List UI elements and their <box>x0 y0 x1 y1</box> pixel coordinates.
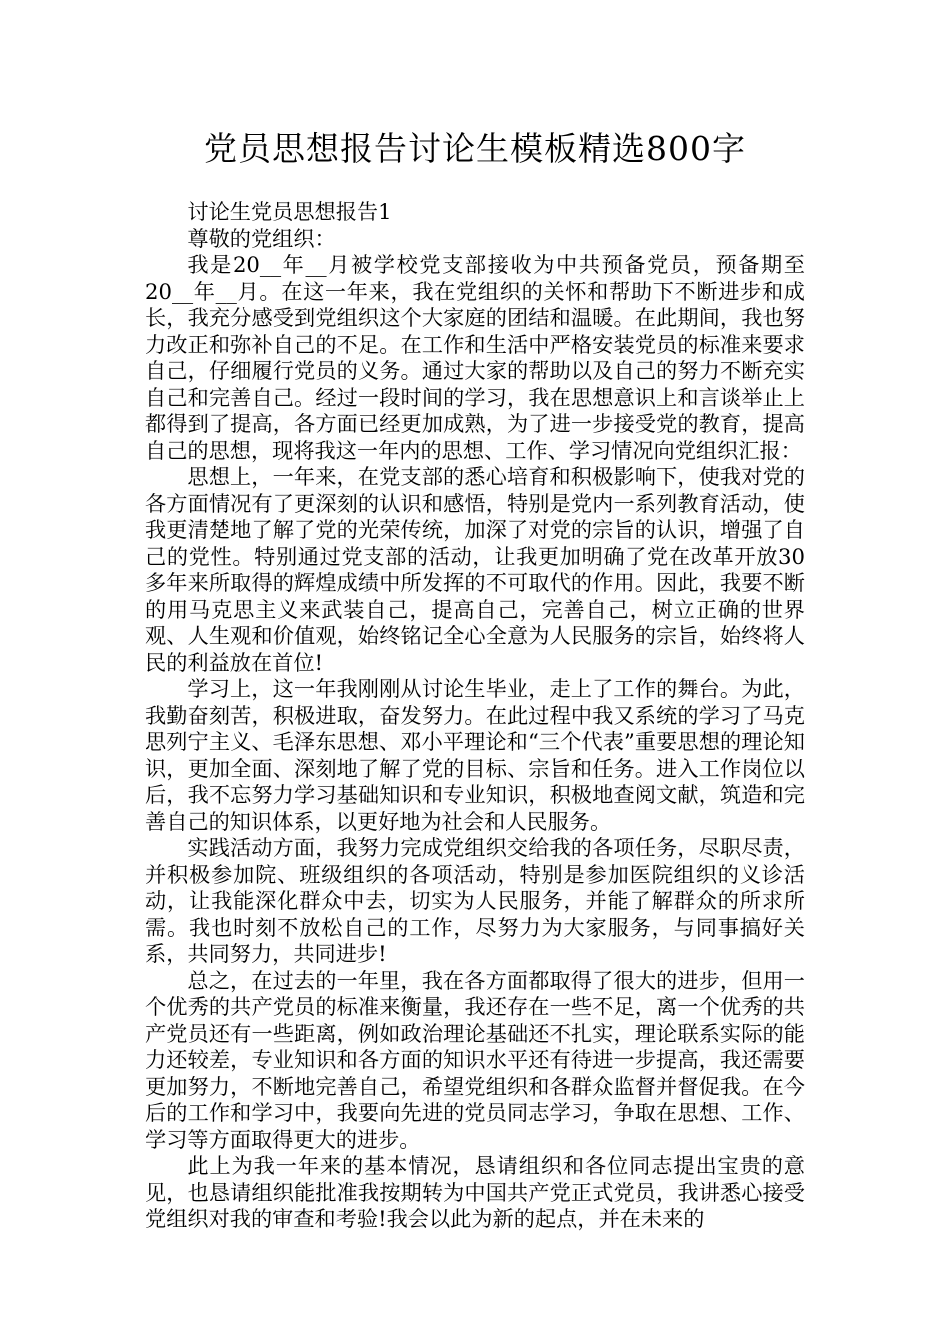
paragraph-closing: 此上为我一年来的基本情况，恳请组织和各位同志提出宝贵的意见，也恳请组织能批准我按期转为中国共产党正式党员，我讲悉心接受党组织对我的审查和考验!我会以此为新的起点，并在未来的 <box>145 1153 805 1231</box>
section-heading: 讨论生党员思想报告1 <box>187 199 392 224</box>
document-body <box>145 199 805 1233</box>
salutation: 尊敬的党组织： <box>187 225 336 251</box>
paragraph-practice: 实践活动方面，我努力完成党组织交给我的各项任务，尽职尽责，并积极参加院、班级组织的各项活动，特别是参加医院组织的义诊活动，让我能深化群众中去，切实为人民服务，并能了解群众的所求所需。我也时刻不放松自己的工作，尽努力为大家服务，与同事搞好关系，共同努力，共同进步! <box>145 835 805 966</box>
paragraph-intro: 我是20__年__月被学校党支部接收为中共预备党员，预备期至20__年__月。在这一年来，我在党组织的关怀和帮助下不断进步和成长，我充分感受到党组织这个大家庭的团结和温暖。在此期间，我也努力改正和弥补自己的不足。在工作和生活中严格安装党员的标准来要求自己，仔细履行党员的义务。通过大家的帮助以及自己的努力不断充实自己和完善自己。经过一段时间的学习，我在思想意识上和言谈举止上都得到了提高，各方面已经更加成熟，为了进一步接受党的教育，提高自己的思想，现将我这一年内的思想、工作、学习情况向党组织汇报： <box>145 252 805 463</box>
paragraph-study: 学习上，这一年我刚刚从讨论生毕业，走上了工作的舞台。为此，我勤奋刻苦，积极进取，奋发努力。在此过程中我又系统的学习了马克思列宁主义、毛泽东思想、邓小平理论和“三个代表”重要思想的理论知识，更加全面、深刻地了解了党的目标、宗旨和任务。进入工作岗位以后，我不忘努力学习基础知识和专业知识，积极地查阅文献，筑造和完善自己的知识体系，以更好地为社会和人民服务。 <box>145 676 805 834</box>
paragraph-thought: 思想上，一年来，在党支部的悉心培育和积极影响下，使我对党的各方面情况有了更深刻的认识和感悟，特别是党内一系列教育活动，使我更清楚地了解了党的光荣传统，加深了对党的宗旨的认识，增强了自己的党性。特别通过党支部的活动，让我更加明确了党在改革开放30多年来所取得的辉煌成绩中所发挥的不可取代的作用。因此，我要不断的用马克思主义来武装自己，提高自己，完善自己，树立正确的世界观、人生观和价值观，始终铭记全心全意为人民服务的宗旨，始终将人民的利益放在首位! <box>145 464 805 675</box>
paragraph-summary: 总之，在过去的一年里，我在各方面都取得了很大的进步，但用一个优秀的共产党员的标准来衡量，我还存在一些不足，离一个优秀的共产党员还有一些距离，例如政治理论基础还不扎实，理论联系实际的能力还较差，专业知识和各方面的知识水平还有待进一步提高，我还需要更加努力，不断地完善自己，希望党组织和各群众监督并督促我。在今后的工作和学习中，我要向先进的党员同志学习，争取在思想、工作、学习等方面取得更大的进步。 <box>145 967 805 1152</box>
document-title: 党员思想报告讨论生模板精选800字 <box>204 129 746 168</box>
